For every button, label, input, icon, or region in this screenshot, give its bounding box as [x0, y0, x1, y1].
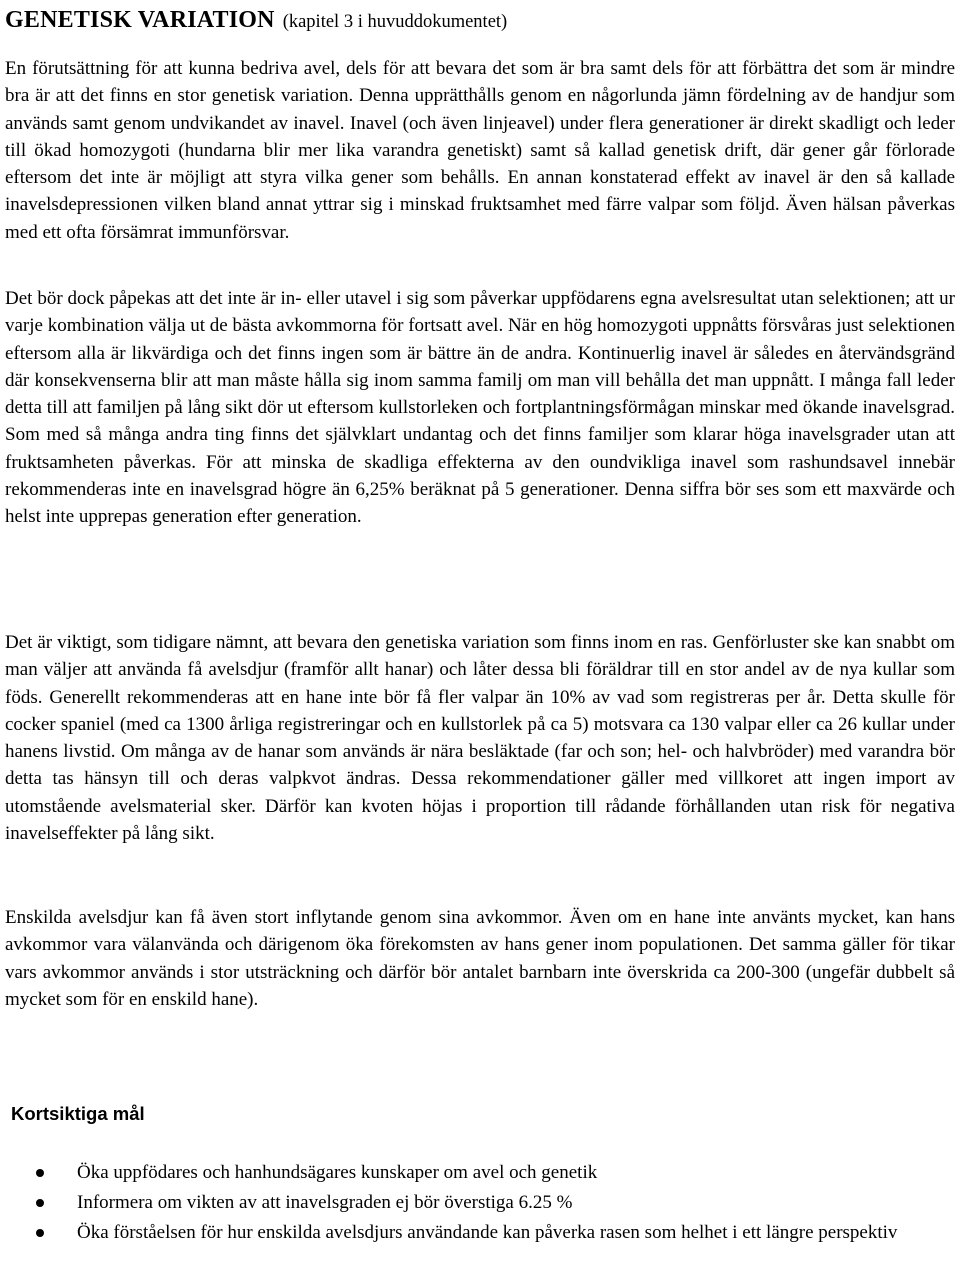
list-item — [0, 1159, 955, 1186]
short-term-goals-list — [0, 1159, 955, 1249]
bullet-dot-icon — [36, 1199, 44, 1207]
paragraph-individual-breeding-animals: Enskilda avelsdjur kan få även stort inflytande genom sina avkommor. Även om en hane inte använts mycket, kan hans avkommor vara välanvända och därigenom öka förekomsten av hans gener inom populationen. Det samma gäller för tikar vars avkommor används i stor utsträckning och därför bör antalet barnbarn inte överskrida ca 200-300 (ungefär dubbelt så mycket som för en enskild hane). — [5, 907, 955, 1010]
page-title-chapter-reference: (kapitel 3 i huvuddokumentet) — [282, 12, 508, 32]
list-item-text: Informera om vikten av att inavelsgraden ej bör överstiga 6.25 % — [77, 1192, 573, 1213]
paragraph-genetic-variation-intro: En förutsättning för att kunna bedriva avel, dels för att bevara det som är bra samt dels för att förbättra det som är mindre bra är att det finns en stor genetisk variation. Denna upprätthålls genom en någorlunda jämn fördelning av de handjur som används samt genom undvikandet av inavel. Inavel (och även linjeavel) under flera generationer är direkt skadligt och leder till ökad homozygoti (hundarna blir mer lika varandra genetiskt) samt så kallad genetisk drift, där gener går förlorade eftersom det inte är möjligt att styra vilka gener som behålls. En annan konstaterad effekt av inavel är den så kallade inavelsdepressionen vilken bland annat yttrar sig i minskad fruktsamhet med färre valpar som följd. Även hälsan påverkas med ett ofta försämrat immunförsvar. — [5, 58, 955, 243]
list-item-text: Öka uppfödares och hanhundsägares kunskaper om avel och genetik — [77, 1162, 598, 1183]
bullet-dot-icon — [36, 1169, 44, 1177]
page-title — [5, 0, 955, 35]
list-item-text: Öka förståelsen för hur enskilda avelsdjurs användande kan påverka rasen som helhet i ett längre perspektiv — [77, 1222, 898, 1243]
page-title-main: GENETISK VARIATION — [5, 7, 275, 33]
bullet-dot-icon — [36, 1229, 44, 1237]
section-title-short-term-goals: Kortsiktiga mål — [11, 1103, 145, 1124]
list-item — [0, 1189, 955, 1216]
paragraph-preserve-variation: Det är viktigt, som tidigare nämnt, att bevara den genetiska variation som finns inom en ras. Genförluster ske kan snabbt om man väljer att använda få avelsdjur (framför allt hanar) och låter dessa bli föräldrar till en stor andel av de nya kullar som föds. Generellt rekommenderas att en hane inte bör få fler valpar än 10% av vad som registreras per år. Detta skulle för cocker spaniel (med ca 1300 årliga registreringar och en kullstorlek på ca 5) motsvara ca 130 valpar eller ca 26 kullar under hanens livstid. Om många av de hanar som används är nära besläktade (far och son; hel- och halvbröder) med varandra bör detta tas hänsyn till och deras valpkvot ändras. Dessa rekommendationer gäller med villkoret att ingen import av utomstående avelsmaterial sker. Därför kan kvoten höjas i proportion till rådande förhållanden utan risk för negativa inavelseffekter på lång sikt. — [5, 632, 955, 845]
list-item — [0, 1219, 955, 1246]
paragraph-selection: Det bör dock påpekas att det inte är in- eller utavel i sig som påverkar uppfödarens egna avelsresultat utan selektionen; att ur varje kombination välja ut de bästa avkommorna för fortsatt avel. När en hög homozygoti uppnåtts försvåras just selektionen eftersom alla är likvärdiga och det finns ingen som är bättre än de andra. Kontinuerlig inavel är således en återvändsgränd där konsekvenserna blir att man måste hålla sig inom samma familj om man vill behålla det man uppnått. I många fall leder detta till att familjen på lång sikt dör ut eftersom kullstorleken och fortplantningsförmågan minskar med ökande inavelsgrad. Som med så många andra ting finns det självklart undantag och det finns familjer som klarar höga inavelsgrader utan att fruktsamheten påverkas. För att minska de skadliga effekterna av den oundvikliga inavel som rashundsavel innebär rekommenderas inte en inavelsgrad högre än 6,25% beräknat på 5 generationer. Denna siffra bör ses som ett maxvärde och helst inte upprepas generation efter generation. — [5, 288, 955, 528]
